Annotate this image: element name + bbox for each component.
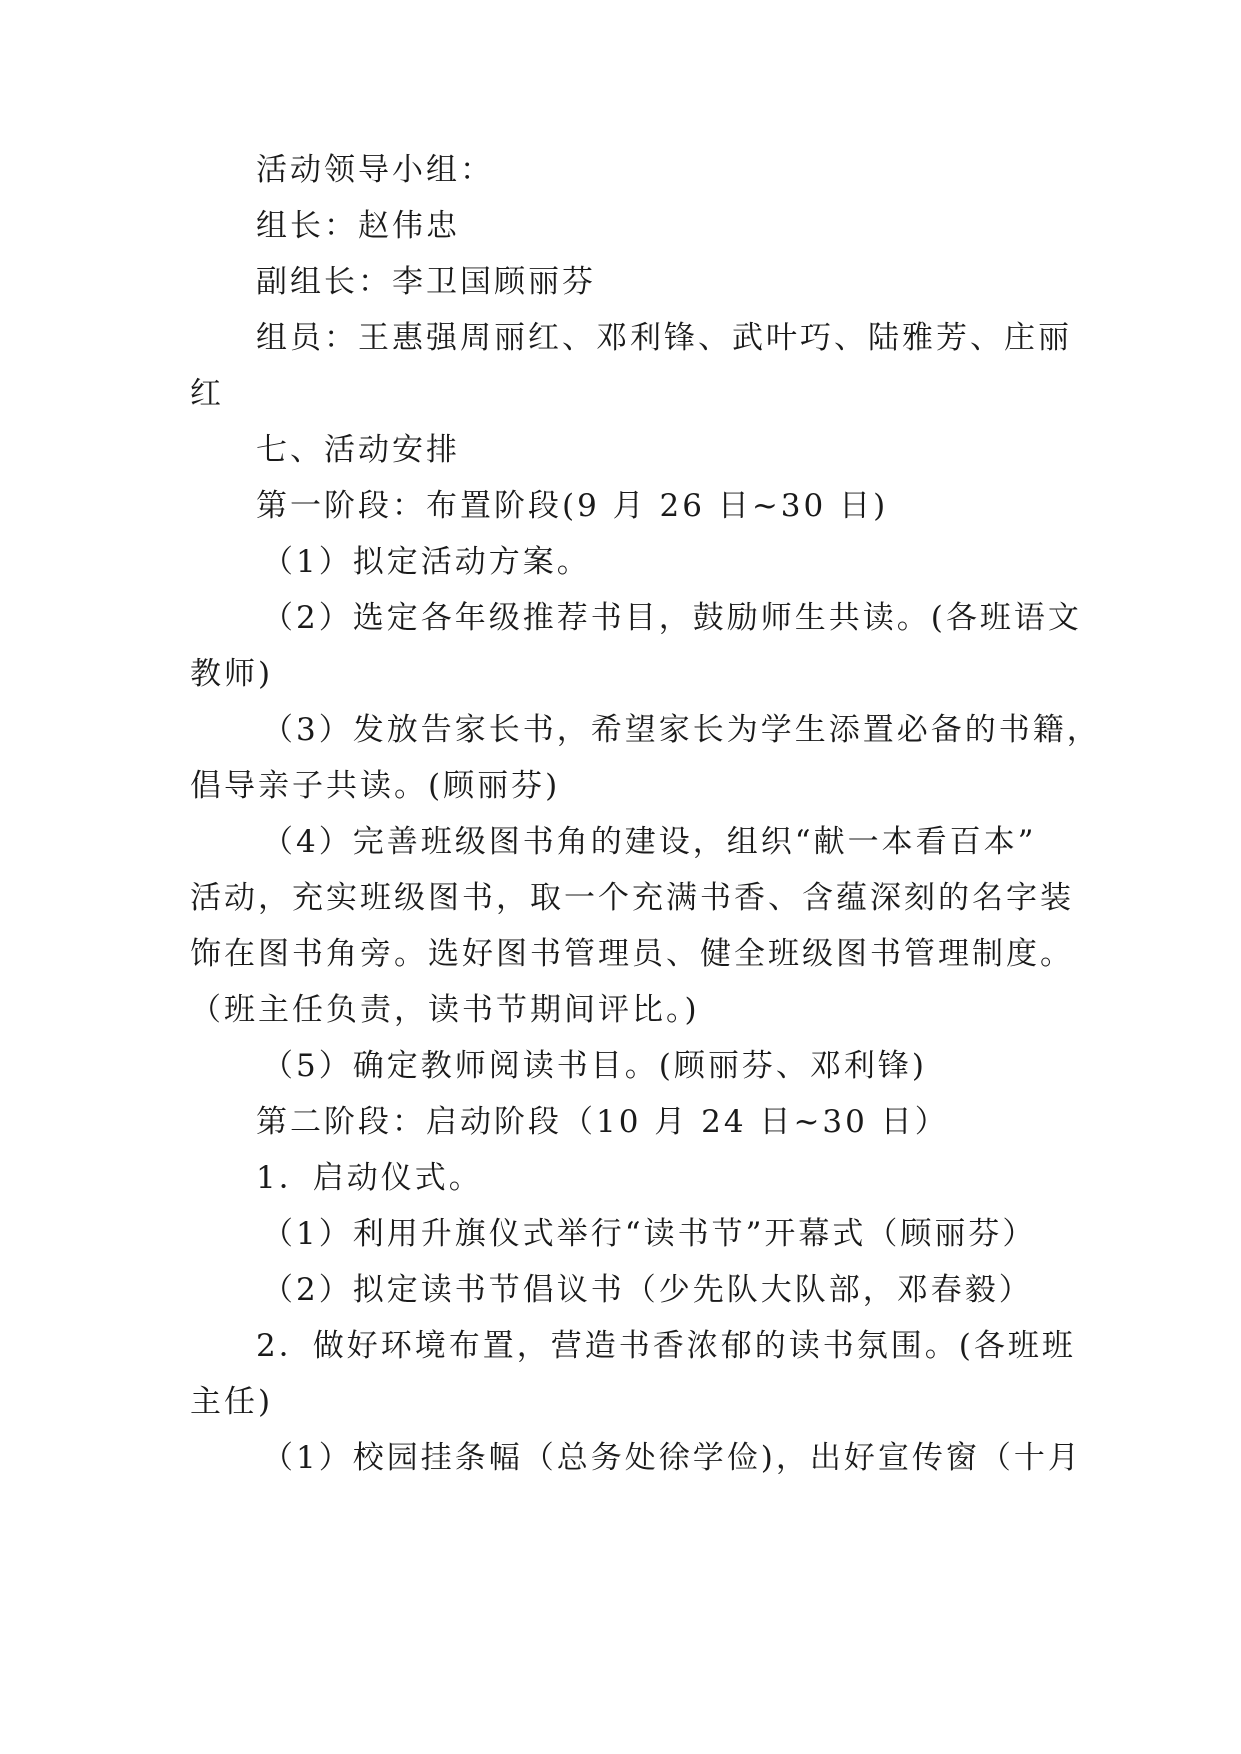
members-line-cont: 红 — [190, 376, 224, 412]
heading-leadership-group: 活动领导小组： — [256, 152, 494, 188]
stage-one-item-4-cont-3: （班主任负责，读书节期间评比。) — [190, 992, 700, 1028]
stage-two-point-1-item-1: （1）利用升旗仪式举行“读书节”开幕式（顾丽芬） — [262, 1216, 1037, 1252]
stage-one-item-3: （3）发放告家长书，希望家长为学生添置必备的书籍， — [262, 712, 1101, 748]
stage-one-item-3-cont: 倡导亲子共读。(顾丽芬) — [190, 768, 561, 804]
stage-two-point-1: 1．启动仪式。 — [256, 1160, 483, 1196]
stage-one-heading: 第一阶段：布置阶段(9 月 26 日~30 日) — [256, 488, 889, 524]
stage-two-heading: 第二阶段：启动阶段（10 月 24 日~30 日） — [256, 1104, 949, 1140]
stage-two-point-2-cont: 主任) — [190, 1384, 274, 1420]
stage-two-point-2-item-1: （1）校园挂条幅（总务处徐学俭)，出好宣传窗（十月 — [262, 1440, 1082, 1476]
members-line: 组员：王惠强周丽红、邓利锋、武叶巧、陆雅芳、庄丽 — [256, 320, 1072, 356]
deputy-leader-line: 副组长：李卫国顾丽芬 — [256, 264, 596, 300]
stage-one-item-2-cont: 教师) — [190, 656, 274, 692]
group-leader-line: 组长：赵伟忠 — [256, 208, 460, 244]
section-heading-schedule: 七、活动安排 — [256, 432, 460, 468]
stage-one-item-4-cont-1: 活动，充实班级图书，取一个充满书香、含蕴深刻的名字装 — [190, 880, 1074, 916]
stage-one-item-4: （4）完善班级图书角的建设，组织“献一本看百本” — [262, 824, 1037, 860]
stage-one-item-2: （2）选定各年级推荐书目，鼓励师生共读。(各班语文 — [262, 600, 1082, 636]
stage-two-point-1-item-2: （2）拟定读书节倡议书（少先队大队部，邓春毅） — [262, 1272, 1033, 1308]
stage-one-item-4-cont-2: 饰在图书角旁。选好图书管理员、健全班级图书管理制度。 — [190, 936, 1074, 972]
stage-two-point-2: 2．做好环境布置，营造书香浓郁的读书氛围。(各班班 — [256, 1328, 1076, 1364]
stage-one-item-5: （5）确定教师阅读书目。(顾丽芬、邓利锋) — [262, 1048, 927, 1084]
stage-one-item-1: （1）拟定活动方案。 — [262, 544, 591, 580]
